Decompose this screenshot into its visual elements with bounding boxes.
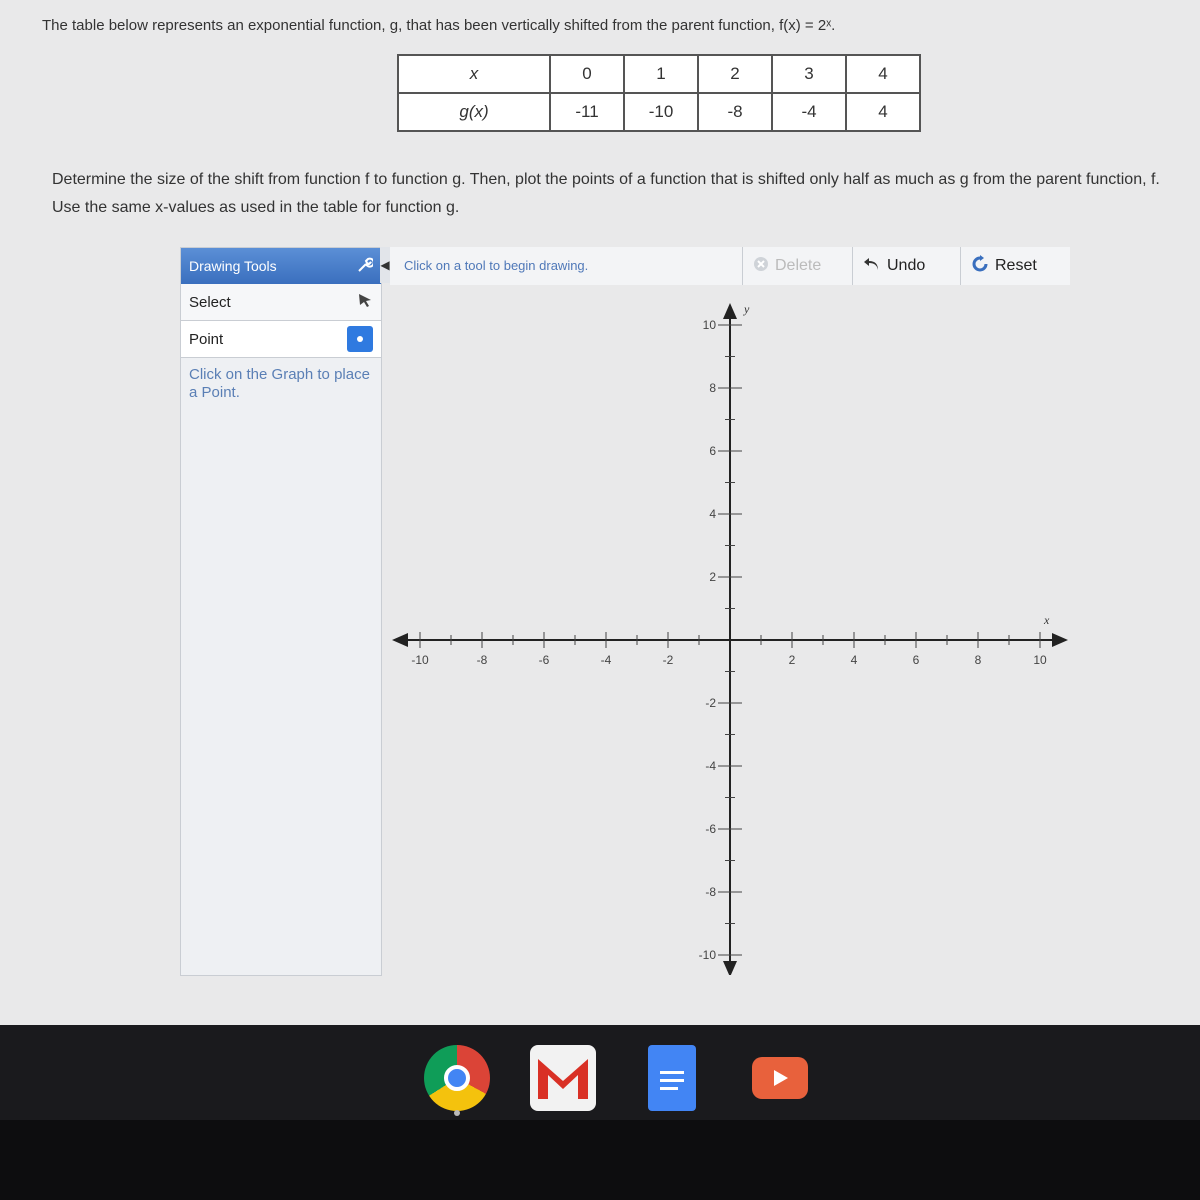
toolbar-hint: Click on a tool to begin drawing. bbox=[404, 258, 589, 273]
g-value: 4 bbox=[846, 93, 920, 131]
tool-select-label: Select bbox=[189, 293, 231, 311]
header-x: x bbox=[398, 55, 550, 93]
x-tick-label: -10 bbox=[411, 653, 429, 667]
intro-text: The table below represents an exponential function, g, that has been vertically shifted from the parent function, f(x) = 2ˣ. bbox=[42, 17, 836, 34]
x-value: 0 bbox=[550, 55, 624, 93]
function-table bbox=[397, 54, 921, 132]
x-tick-label: 4 bbox=[850, 653, 858, 667]
collapse-panel-button[interactable] bbox=[380, 247, 390, 283]
question-text: Determine the size of the shift from function f to function g. Then, plot the points of a function that is shifted only half as much as g from the parent function, f. Use the same x-values as used in the table for function g. bbox=[52, 171, 1160, 216]
x-value: 3 bbox=[772, 55, 846, 93]
y-tick-label: -10 bbox=[698, 948, 716, 962]
delete-icon bbox=[753, 256, 769, 277]
table-row-g bbox=[398, 93, 920, 131]
y-tick-label: -2 bbox=[705, 696, 716, 710]
y-axis-up-arrow bbox=[723, 303, 737, 319]
tool-hint: Click on the Graph to place a Point. bbox=[189, 366, 370, 401]
header-gx: g(x) bbox=[398, 93, 550, 131]
undo-button[interactable] bbox=[852, 247, 960, 285]
x-tick-label: -2 bbox=[662, 653, 674, 667]
x-value: 2 bbox=[698, 55, 772, 93]
x-value: 4 bbox=[846, 55, 920, 93]
x-axis-label: x bbox=[1044, 613, 1050, 627]
x-value: 1 bbox=[624, 55, 698, 93]
drawing-tools-label: Drawing Tools bbox=[189, 258, 277, 274]
drawing-tools-panel bbox=[180, 247, 382, 976]
delete-label: Delete bbox=[775, 257, 822, 274]
taskbar bbox=[0, 1025, 1200, 1120]
cursor-icon bbox=[357, 292, 373, 312]
y-tick-label: -4 bbox=[705, 759, 716, 773]
reset-icon bbox=[971, 255, 989, 278]
undo-icon bbox=[863, 256, 881, 277]
tool-point-label: Point bbox=[189, 330, 224, 348]
x-tick-label: 10 bbox=[1033, 653, 1047, 667]
y-tick-label: -8 bbox=[705, 885, 716, 899]
y-tick-label: -6 bbox=[705, 822, 716, 836]
x-tick-label: 2 bbox=[788, 653, 796, 667]
x-tick-label: -4 bbox=[600, 653, 612, 667]
y-tick-label: 6 bbox=[709, 444, 716, 458]
y-tick-label: 2 bbox=[709, 570, 716, 584]
chrome-running-indicator bbox=[454, 1110, 460, 1116]
point-icon bbox=[347, 326, 373, 352]
g-value: -4 bbox=[772, 93, 846, 131]
docs-icon[interactable] bbox=[648, 1045, 696, 1111]
chrome-icon[interactable] bbox=[424, 1045, 490, 1111]
caret-left-icon: ◀ bbox=[380, 258, 390, 272]
y-axis-down-arrow bbox=[723, 961, 737, 975]
x-tick-label: -6 bbox=[538, 653, 550, 667]
youtube-icon[interactable] bbox=[752, 1057, 808, 1099]
drawing-tools-header[interactable] bbox=[181, 248, 381, 284]
y-axis-label: y bbox=[744, 302, 750, 316]
g-value: -10 bbox=[624, 93, 698, 131]
delete-button[interactable] bbox=[742, 247, 852, 285]
x-axis-right-arrow bbox=[1052, 633, 1068, 647]
y-tick-label: 8 bbox=[709, 381, 716, 395]
undo-label: Undo bbox=[887, 257, 926, 274]
reset-button[interactable] bbox=[960, 247, 1070, 285]
g-value: -8 bbox=[698, 93, 772, 131]
x-tick-label: 8 bbox=[974, 653, 982, 667]
table-row-x bbox=[398, 55, 920, 93]
graph-area[interactable] bbox=[390, 285, 1070, 975]
x-tick-label: -8 bbox=[476, 653, 488, 667]
reset-label: Reset bbox=[995, 257, 1037, 274]
y-tick-label: 4 bbox=[709, 507, 716, 521]
x-tick-label: 6 bbox=[912, 653, 920, 667]
coordinate-plane[interactable] bbox=[390, 285, 1070, 975]
wrench-icon bbox=[357, 257, 373, 276]
tool-point[interactable] bbox=[181, 321, 381, 358]
g-value: -11 bbox=[550, 93, 624, 131]
x-axis-left-arrow bbox=[392, 633, 408, 647]
tool-select[interactable] bbox=[181, 284, 381, 321]
y-tick-label: 10 bbox=[702, 318, 716, 332]
graph-toolbar bbox=[390, 247, 1070, 286]
gmail-icon[interactable] bbox=[530, 1045, 596, 1111]
